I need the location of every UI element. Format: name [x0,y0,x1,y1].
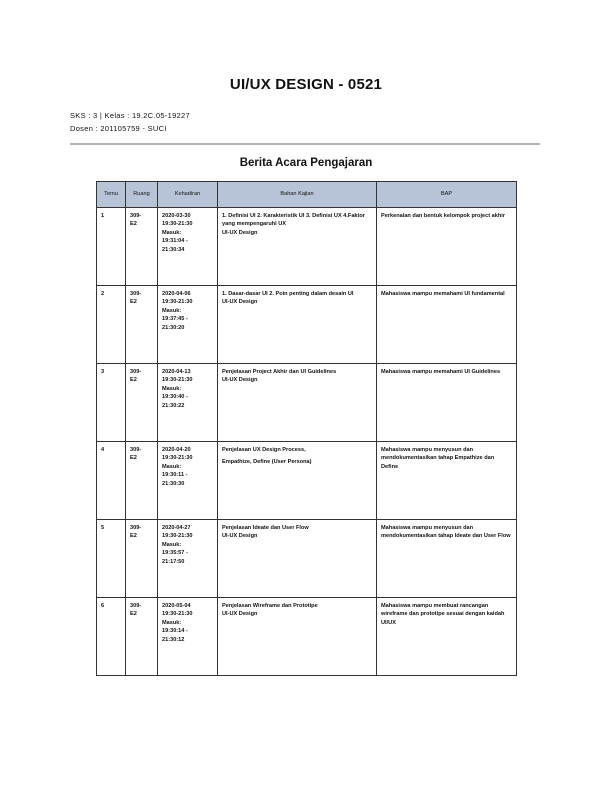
bap-cell: Mahasiswa mampu menyusun dan mendokumentasikan tahap Empathize dan Define [377,442,517,520]
section-title: Berita Acara Pengajaran [239,157,373,169]
temu-cell: 3 [97,364,126,442]
table-row [97,520,517,598]
kehadiran-cell: 2020-04-20 19:30-21:30 Masuk: 19:30:11 - 21:30:30 [158,442,218,520]
temu-cell: 5 [97,520,126,598]
ruang-cell: 309- E2 [126,286,158,364]
bahan-kajian-cell [218,364,377,442]
bahan-kajian-cell [218,520,377,598]
bahan-kajian-text: 1. Dasar-dasar UI 2. Poin penting dalam desain UI UI-UX Design [222,291,354,306]
column-header-bahan-kajian: Bahan Kajian [218,182,377,208]
ruang-cell: 309- E2 [126,442,158,520]
bahan-kajian-text: Penjelasan Project Akhir dan UI Guidelines UI-UX Design [222,369,337,384]
bap-cell: Mahasiswa mampu memahami UI Guidelines [377,364,517,442]
kehadiran-cell: 2020-05-04 19:30-21:30 Masuk: 19:30:14 - 21:30:12 [158,598,218,676]
bahan-kajian-cell [218,208,377,286]
temu-cell: 2 [97,286,126,364]
column-header-ruang: Ruang [126,182,158,208]
kehadiran-cell: 2020-03-30 19:30-21:30 Masuk: 19:31:04 - 21:30:34 [158,208,218,286]
teaching-record-table [96,181,517,676]
bap-cell: Perkenalan dan bentuk kelompok project akhir [377,208,517,286]
table-header-row [97,182,517,208]
bap-cell: Mahasiswa mampu membuat rancangan wireframe dan prototipe sesuai dengan kaidah UI/UX [377,598,517,676]
bap-cell: Mahasiswa mampu memahami UI fundamental [377,286,517,364]
bahan-kajian-cell [218,442,377,520]
kehadiran-cell: 2020-04-27 19:30-21:30 Masuk: 19:35:57 - 21:17:50 [158,520,218,598]
bap-cell: Mahasiswa mampu menyusun dan mendokumentasikan tahap Ideate dan User Flow [377,520,517,598]
column-header-temu: Temu [97,182,126,208]
bahan-kajian-text: Empathize, Define (User Persona) [222,459,312,466]
table-row [97,364,517,442]
document-title: UI/UX DESIGN - 0521 [229,76,383,93]
bahan-kajian-text: 1. Definisi UI 2. Karakteristik UI 3. Definisi UX 4.Faktor yang mempengaruhi UX UI-UX Design [222,213,366,236]
kehadiran-cell: 2020-04-13 19:30-21:30 Masuk: 19:30:40 - 21:30:22 [158,364,218,442]
column-header-bap: BAP [377,182,517,208]
temu-cell: 4 [97,442,126,520]
ruang-cell: 309- E2 [126,208,158,286]
temu-cell: 6 [97,598,126,676]
table-row [97,598,517,676]
bahan-kajian-text: Penjelasan UX Design Process, [222,447,306,453]
bahan-kajian-cell [218,286,377,364]
table-row [97,208,517,286]
lecturer-info: Dosen : 201105759 - SUCI [70,124,167,133]
ruang-cell: 309- E2 [126,598,158,676]
table-row [97,442,517,520]
bahan-kajian-text: Penjelasan Ideate dan User Flow UI-UX Design [222,525,309,540]
ruang-cell: 309- E2 [126,520,158,598]
column-header-kehadiran: Kehadiran [158,182,218,208]
bahan-kajian-cell [218,598,377,676]
kehadiran-cell: 2020-04-06 19:30-21:30 Masuk: 19:37:45 - 21:30:20 [158,286,218,364]
header-divider [70,143,540,145]
table-row [97,286,517,364]
ruang-cell: 309- E2 [126,364,158,442]
course-info: SKS : 3 | Kelas : 19.2C.05-19227 [70,111,190,120]
temu-cell: 1 [97,208,126,286]
bahan-kajian-text: Penjelasan Wireframe dan Prototipe UI-UX Design [222,603,318,618]
